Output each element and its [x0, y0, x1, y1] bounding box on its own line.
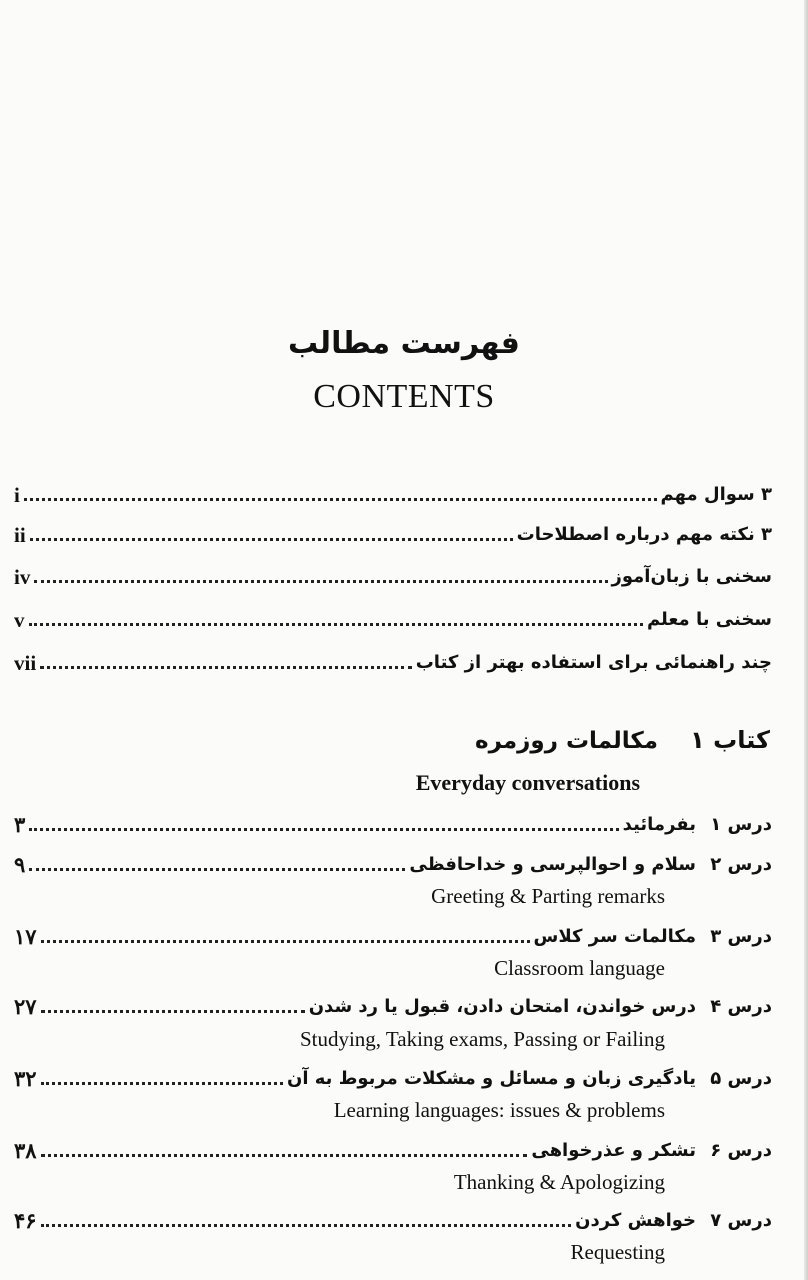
- dot-leader: [30, 537, 513, 541]
- toc-entry-label: ۳ نکته مهم درباره اصطلاحات: [516, 524, 772, 545]
- toc-page-number: i: [14, 483, 20, 507]
- toc-entry-label: چند راهنمائی برای استفاده بهتر از کتاب: [415, 652, 772, 673]
- page-edge-shadow: [804, 0, 808, 1280]
- toc-page-number: ۳۲: [14, 1067, 37, 1091]
- dot-leader: [41, 939, 530, 943]
- toc-entry-lesson-6[interactable]: [14, 1134, 772, 1164]
- book-label: کتاب ۱: [690, 726, 770, 754]
- toc-entry-front-2[interactable]: [14, 518, 772, 548]
- toc-entry-front-3[interactable]: [14, 560, 772, 590]
- lesson-number: درس ۶: [710, 1140, 772, 1161]
- lesson-title-english: Thanking & Apologizing: [453, 1170, 665, 1194]
- lesson-title-persian: بفرمائید: [622, 814, 696, 835]
- lesson-number: درس ۲: [710, 854, 772, 875]
- lesson-title-persian: سلام و احوالپرسی و خداحافظی: [409, 854, 696, 875]
- toc-entry-label: سخنی با زبان‌آموز: [611, 566, 772, 587]
- dot-leader: [41, 1009, 305, 1013]
- toc-entry-front-5[interactable]: [14, 646, 772, 676]
- lesson-title-english: Learning languages: issues & problems: [333, 1098, 665, 1122]
- toc-page-number: ۲۷: [14, 995, 37, 1019]
- dot-leader: [29, 622, 643, 626]
- dot-leader: [29, 827, 618, 831]
- toc-page-number: ۳: [14, 813, 26, 837]
- dot-leader: [41, 1153, 528, 1157]
- toc-entry-front-4[interactable]: [14, 603, 772, 633]
- toc-entry-label: سخنی با معلم: [646, 609, 772, 630]
- dot-leader: [34, 579, 607, 583]
- toc-page-number: ۹: [14, 853, 26, 877]
- book-title-english: Everyday conversations: [415, 770, 640, 795]
- page-title-persian: فهرست مطالب: [288, 326, 520, 361]
- dot-leader: [41, 1223, 572, 1227]
- lesson-title-persian: تشکر و عذرخواهی: [531, 1140, 696, 1161]
- lesson-title-english: Studying, Taking exams, Passing or Failing: [299, 1027, 665, 1051]
- lesson-number: درس ۷: [710, 1210, 772, 1231]
- toc-entry-lesson-2[interactable]: [14, 848, 772, 878]
- toc-entry-lesson-3[interactable]: [14, 920, 772, 950]
- toc-entry-lesson-1[interactable]: [14, 808, 772, 838]
- dot-leader: [41, 1081, 283, 1085]
- lesson-number: درس ۵: [710, 1068, 772, 1089]
- lesson-title-persian: مکالمات سر کلاس: [533, 926, 696, 947]
- page-title-english: CONTENTS: [313, 378, 495, 415]
- toc-page-number: vii: [14, 651, 37, 675]
- lesson-number: درس ۴: [710, 996, 772, 1017]
- lesson-number: درس ۳: [710, 926, 772, 947]
- toc-entry-front-1[interactable]: [14, 478, 772, 508]
- dot-leader: [24, 497, 657, 501]
- book-title-persian: مکالمات روزمره: [475, 728, 658, 754]
- lesson-title-persian: درس خواندن، امتحان دادن، قبول یا رد شدن: [308, 996, 696, 1017]
- toc-entry-lesson-4[interactable]: [14, 990, 772, 1020]
- dot-leader: [40, 665, 412, 669]
- lesson-title-english: Requesting: [570, 1240, 665, 1264]
- toc-entry-lesson-7[interactable]: [14, 1204, 772, 1234]
- lesson-title-persian: یادگیری زبان و مسائل و مشکلات مربوط به آن: [286, 1068, 696, 1089]
- toc-page-number: v: [14, 608, 25, 632]
- lesson-title-english: Classroom language: [494, 956, 665, 980]
- toc-page-number: ۴۶: [14, 1209, 37, 1233]
- lesson-title-persian: خواهش کردن: [575, 1210, 696, 1231]
- toc-entry-label: ۳ سوال مهم: [660, 484, 772, 505]
- dot-leader: [29, 867, 405, 871]
- toc-page-number: iv: [14, 565, 31, 589]
- toc-page-number: ۳۸: [14, 1139, 37, 1163]
- toc-entry-lesson-5[interactable]: [14, 1062, 772, 1092]
- toc-page-number: ii: [14, 523, 26, 547]
- lesson-number: درس ۱: [710, 814, 772, 835]
- lesson-title-english: Greeting & Parting remarks: [431, 884, 665, 908]
- toc-page-number: ۱۷: [14, 925, 37, 949]
